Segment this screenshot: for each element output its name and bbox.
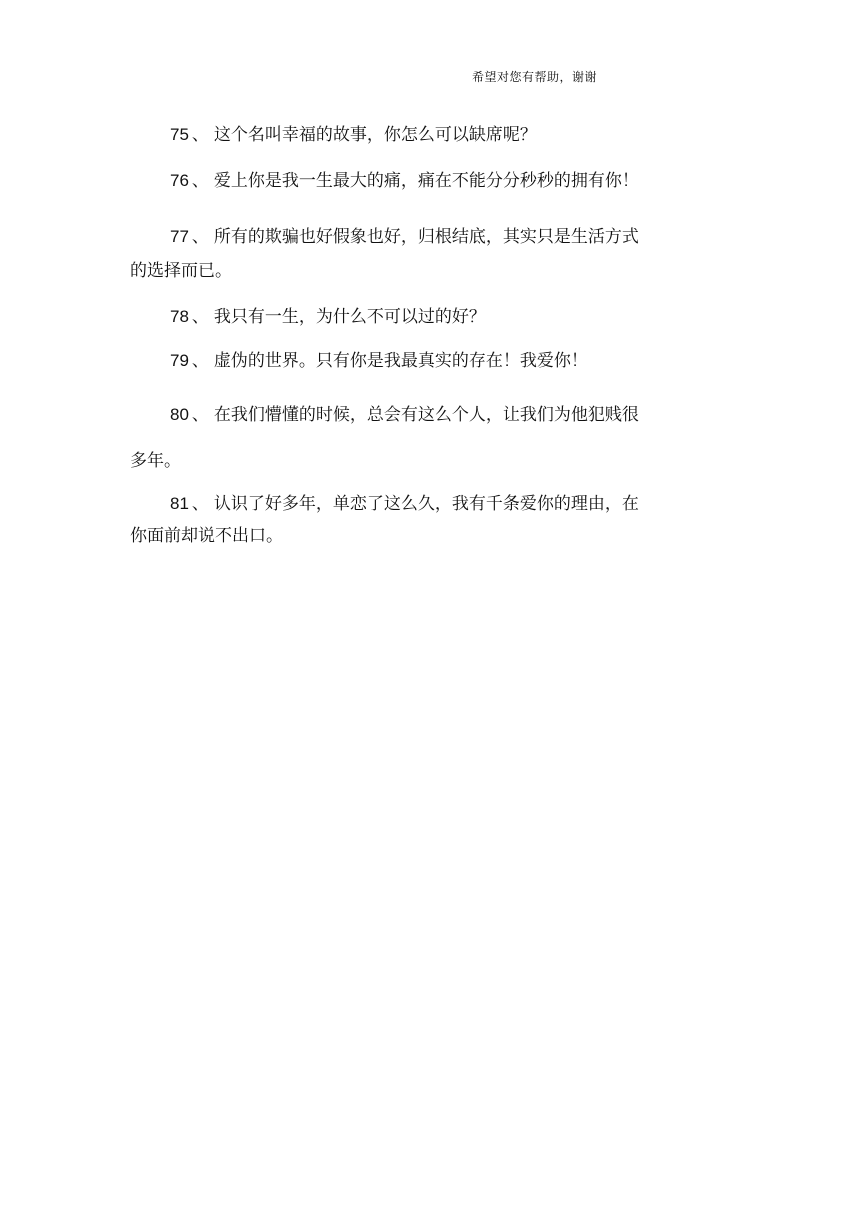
entry-text-continuation: 的选择而已。 bbox=[130, 261, 232, 281]
entry-number: 78 bbox=[170, 307, 189, 326]
entry-text-continuation: 你面前却说不出口。 bbox=[130, 526, 283, 546]
entry-81 bbox=[130, 488, 690, 552]
entry-number: 77 bbox=[170, 227, 189, 246]
entry-separator: 、 bbox=[191, 125, 209, 145]
entry-76 bbox=[130, 166, 690, 191]
entry-text: 在我们懵懂的时候，总会有这么个人，让我们为他犯贱很 bbox=[213, 405, 639, 425]
entry-text: 认识了好多年，单恋了这么久，我有千条爱你的理由，在 bbox=[213, 494, 639, 514]
entry-number: 76 bbox=[170, 171, 189, 190]
entry-78 bbox=[130, 302, 690, 327]
entry-text: 爱上你是我一生最大的痛，痛在不能分分秒秒的拥有你！ bbox=[213, 171, 639, 191]
entry-number: 80 bbox=[170, 405, 189, 424]
entry-number: 81 bbox=[170, 494, 189, 513]
entry-separator: 、 bbox=[191, 351, 209, 371]
entry-separator: 、 bbox=[191, 171, 209, 191]
entry-separator: 、 bbox=[191, 494, 209, 514]
entry-text: 这个名叫幸福的故事，你怎么可以缺席呢？ bbox=[213, 125, 537, 145]
entry-separator: 、 bbox=[191, 227, 209, 247]
entry-number: 79 bbox=[170, 351, 189, 370]
header-note: 希望对您有帮助，谢谢 bbox=[472, 70, 598, 84]
entry-80 bbox=[130, 392, 690, 484]
entry-number: 75 bbox=[170, 125, 189, 144]
entry-separator: 、 bbox=[191, 405, 209, 425]
entry-text-continuation: 多年。 bbox=[130, 451, 181, 471]
entry-separator: 、 bbox=[191, 307, 209, 327]
entry-text: 所有的欺骗也好假象也好，归根结底，其实只是生活方式 bbox=[213, 227, 639, 247]
entry-text: 虚伪的世界。只有你是我最真实的存在！我爱你！ bbox=[213, 351, 588, 371]
entry-79 bbox=[130, 346, 690, 371]
entry-75 bbox=[130, 120, 690, 145]
entry-text: 我只有一生，为什么不可以过的好？ bbox=[213, 307, 486, 327]
entry-77 bbox=[130, 220, 690, 288]
